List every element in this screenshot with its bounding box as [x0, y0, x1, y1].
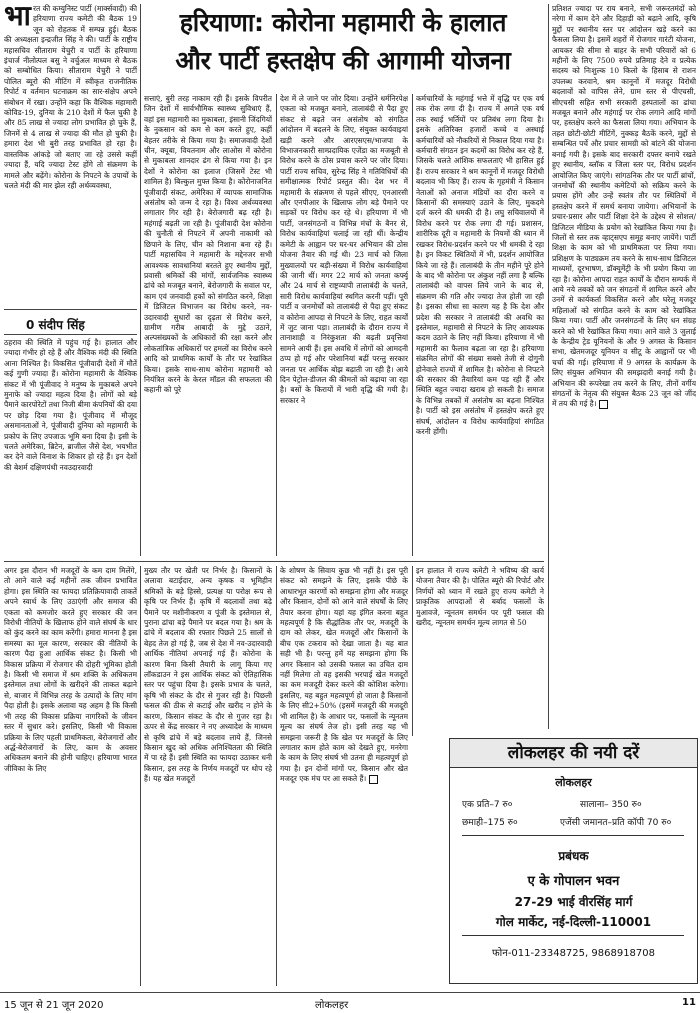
column-divider: [412, 94, 413, 556]
column-4-mid: कर्मचारियों के महंगाई भत्ते में वृद्धि पर एक वर्ष तक रोक लगा दी है। राज्य में अगले एक वर्ष तक स्थाई भर्तियों पर प्रतिबंध लगा दिया है। इसके अतिरिक्त हजारों कच्चे व अस्थाई कर्मचारियों को नौकरियों से निकाल दिया गया है। कर्मचारी संगठन इन कदमों का विरोध कर रहे हैं, जिसके चलते आंशिक सफलताएं भी हासिल हुई हैं। राज्य सरकार ने श्रम कानूनों में मजदूर विरोधी बदलाव भी किए हैं। राज्य के गृहमंत्री ने किसान नेताओं को अनाज मंडियों का दौरा करने व किसानों की समस्याएं उठाने के लिए, मुकदमे दर्ज करने की धमकी दी है। लघु सचिवालयों में विरोध करने पर रोक लगा दी गई। प्रशासन, शारीरिक दूरी व महामारी के नियमों की ध्यान में रखकर विरोध-प्रदर्शन करने पर भी धमकी दे रहा है। इन विकट स्थितियों में भी, प्रदर्शन आयोजित किये जा रहे हैं। तालाबंदी के तीन महीने पूरे होने के बाद भी कोरोना पर अंकुश नहीं लगा है बल्कि तालाबंदी को वापस लिये जाने के बाद से, संक्रमण की गति और ज्यादा तेज होती जा रही है। इसका सीधा सा कारण यह है कि देश और प्रदेश की सरकार ने तालाबंदी की अवधि का इस्तेमाल, महामारी से निपटने के लिए आवश्यक कदम उठाने के लिए नहीं किया। हरियाणा में भी महामारी का फैलाव बढ़ता जा रहा है। हरियाणा संक्रमित लोगों की संख्या सबसे तेजी से दोगुनी होनेवाले राज्यों में शामिल है। कोरोना से निपटने की सरकार की तैयारियां कम पड़ रही हैं और स्थिति बहुत ज्यादा खराब हो सकती है। समाज के विभिन्न तबकों में असंतोष का बढ़ना निश्चित है। पार्टी को इस असंतोष में हस्तक्षेप करते हुए संघर्ष, आंदोलन व विरोध कार्यवाहियां संगठित करनी होंगी।: [416, 94, 544, 436]
rate-agency-deposit: एजेंसी जमानत–प्रति कॉपी 70 रु०: [560, 818, 672, 828]
column-2-bottom: मुख्य तौर पर खेती पर निर्भर है। किसानों के अलावा बटाईदार, अन्य कृषक व भूमिहीन श्रमिकों के बड़े हिस्से, प्रत्यक्ष या परोक्ष रूप से कृषि पर निर्भर हैं। कृषि में बदलावों तथा बढ़े पैमाने पर मशीनीकरण व पूंजी के इस्तेमाल से, पुराना ढांचा बड़े पैमाने पर बदल गया है। श्रम के ढांचे में बदलाव की रफ्तार पिछले 25 सालों से बेहद तेज हो गई है, जब से देश में नव-उदारवादी आर्थिक नीतियां अपनाई गई हैं। कोरोना के कारण बिना किसी तैयारी के लागू किया गए लॉकडाउन ने इस आर्थिक संकट को ऐतिहासिक स्तर पर पहुंचा दिया है। इसके प्रभाव के चलते, कृषि भी संकट के दौर से गुजर रही है। पिछली फसल की ठीक से कटाई और खरीद न होने के कारण, किसान संकट के दौर से गुजर रहा है। ऊपर से केंद्र सरकार ने नए अध्यादेश के माध्यम से कृषि ढांचे में बड़े बदलाव लाये हैं, जिनसे किसान खुद को अधिक अनिश्चितता की स्थिति में पा रहे हैं। इसी स्थिति का फायदा उठाकर धनी किसान, इस तरह के निर्णय मजदूरों पर थोप रहे हैं। यह खेत मजदूरों: [144, 566, 272, 784]
column-4-bottom: इन हालात में राज्य कमेटी ने भविष्य की कार्य योजना तैयार की है। पोलित ब्यूरो की रिपोर्ट और निर्णयों को ध्यान में रखते हुए राज्य कमेटी ने प्राकृतिक आपदाओं से बर्बाद फसलों के मुआवजे, न्यूनतम समर्थन पर पूरी फसल की खरीद, न्यूनतम समर्थन मूल्य लागत से 50: [416, 566, 544, 628]
page-number: 11: [682, 997, 696, 1008]
column-1-bottom: अगर इस दौरान भी मजदूरों के कम दाम मिलेंगे, तो आने वाले कई महीनों तक जीवन प्रभावित होगा। इस स्थिति का फायदा प्रतिक्रियावादी ताकतें अपने स्वार्थ के लिए उठाएंगी और समाज की एकता को कमजोर करते हुए सरकार की जन विरोधी नीतियों के खिलाफ होने वाले संघर्ष के धार को कुंद करने का काम करेंगी। हमारा मानना है इस समस्या का मूल कारण, सरकार की नीतियों के कारण पैदा हुआ आर्थिक संकट है। किसी भी विकास प्रक्रिया में रोजगार की दोहरी भूमिका होती है। किसी भी समाज में श्रम शक्ति के अधिकतम इस्तेमाल तथा लोगों के खरीदने की ताकत बढ़ाने से, बाजार में विभिन्न तरह के उत्पादों के लिए मांग पैदा होती है। इसके अलावा यह अहम है कि किसी भी तरह की विकास प्रक्रिया नागरिकों के जीवन स्तर में सुधार करे। इसलिए, किसी भी विकास प्रक्रिया के लिए पहली प्राथमिकता, बेरोजगारों और अर्द्ध-बेरोजगारों के लिए, काम के अवसर अधिकतम बनाने की होनी चाहिए। हरियाणा भारत जीविका के लिए: [4, 566, 137, 773]
column-1-mid: ठहराव की स्थिति में पहुंच गई है। हालात और ज्यादा गंभीर हो रहे हैं और वैश्विक मंदी की स्थिति आना निश्चित है। विकसित पूंजीवादी देशों में मौतें कई गुणी ज्यादा हैं। कोरोना महामारी के वैश्विक संकट में भी पूंजीवाद ने मनुष्य के मुकाबले अपने मुनाफे को ज्यादा महत्व दिया है। लोगों को बड़े पैमाने कारपोरेटों तथा निजी बीमा कंपनियों की दया पर छोड़ दिया गया है। पूंजीवाद में मौजूद असमानताओं ने, पूंजीवादी दुनिया को महामारी के प्रकोप के लिए उपजाऊ भूमि बना दिया है। इसी के चलते अमेरिका, ब्रिटेन, ब्राजील जैसे देश, भयभीत कर देने वाले विनाश के शिकार हो रहे हैं। इन देशों की बेशर्म दक्षिणपंथी नवउदारवादी: [4, 338, 137, 472]
column-divider: [276, 94, 277, 556]
column-2-mid: सत्ताएं, बुरी तरह नाकाम रही हैं। इसके विपरीत जिन देशों में सार्वभौमिक स्वास्थ्य सुविधाएं हैं, वहां इस महामारी का मुकाबला, इंसानी जिंदगियों के नुकसान को कम से कम करते हुए, कहीं बेहतर तरीके से किया गया है। समाजवादी देशों चीन, क्यूबा, वियतनाम और लाओस में कोरोना से मुकाबला शानदार ढंग से किया गया है। इन देशों ने कोरोना का इलाज (जिसमें टेस्ट भी शामिल है) बिल्कुल मुफ्त किया है। कोरोनाजनित पूंजीवादी संकट, अमेरिका में व्यापक सामाजिक असंतोष को जन्म दे रहा है। विश्व अर्थव्यवस्था लगातार गिर रही है। बेरोजगारी बढ़ रही है। महंगाई बढ़ती जा रही है। पूंजीवादी देश कोरोना की चुनौती से निपटने में अपनी नाकामी को छिपाने के लिए, चीन को निशाना बना रहे हैं। पार्टी महासचिव ने महामारी के मद्देनजर सभी आवश्यक सावधानियां बरतते हुए स्थानीय मुद्दों, प्रवासी श्रमिकों की मांगों, सार्वजनिक स्वास्थ्य ढांचे को मजबूत बनाने, बेरोजगारी के सवाल पर, काम एवं जनवादी हकों को संगठित करने, शिक्षा में डिजिटल विभाजन का विरोध करने, नव-उदारवादी सुधारों का दृढ़ता से विरोध करने, ग्रामीण गरीब आबादी के मुद्दे उठाने, अल्पसंख्यकों के अधिकारों की रक्षा करने और लोकतांत्रिक अधिकारों पर हमलों का विरोध करने आदि को प्राथमिक कार्यों के तौर पर रेखांकित किया। इसके साथ-साथ कोरोना महामारी को नियंत्रित करने के केरल मॉडल की सफलता की कहानी को पूरे: [144, 94, 272, 395]
rate-single-copy: एक प्रति–7 रु०: [462, 800, 513, 810]
rate-box-divider: [462, 935, 684, 936]
address-line-3: गोल मार्केट, नई-दिल्ली-110001: [495, 915, 652, 929]
headline: [142, 4, 544, 90]
column-1-top: [4, 4, 137, 306]
paper-name: लोकलहर: [315, 1000, 349, 1011]
rate-box-title: लोकलहर की नयी दरें: [450, 739, 697, 768]
rate-box-divider: [462, 835, 684, 836]
address-line-1: ए के गोपालन भवन: [527, 874, 620, 889]
column-divider: [140, 566, 141, 986]
column-3-bottom: [280, 566, 408, 986]
rate-annual: सालाना– 350 रु०: [580, 800, 642, 810]
article-text: प्रतिशत ज्यादा पर राय बनाने, सभी जरूरतमंदों को नरेगा में काम देने और दिहाड़ी को बढ़ाने आदि, कृषि मुद्दों पर स्थानीय स्तर पर आंदोलन खड़े करने का फैसला लिया है। इसमें शहरों में रोजगार गारंटी योजना, आयकर की सीमा से बाहर के सभी परिवारों को 6 महीनों के लिए 7500 रुपये प्रतिमाह देने व प्रत्येक सदस्य को निःशुल्क 10 किलो के हिसाब से राशन उपलब्ध करवाने, श्रम कानूनों में मजदूर विरोधी बदलावों को वापिस लेने, ग्राम स्तर से पीएचसी, सीएचसी सहित सभी सरकारी हस्पतालों का ढांचा मजबूत बनाने और महंगाई पर रोक लगाने आदि मांगों पर, हस्तक्षेप करने का फैसला लिया गया। अभियान के तहत छोटी-छोटी मीटिंगें, नुक्कड़ बैठकें करने, मुद्दों से सम्बन्धित पर्चे और प्रचार सामग्री को बांटने की योजना बनाई गयी है। इसके बाद सरकारी दफ्तर बनाये रखते हुए स्थानीय, ब्लॉक व जिला स्तर पर, विरोध प्रदर्शन आयोजित किए जाएंगे। सांगठनिक तौर पर पार्टी ब्रांचों, जनमोर्चों की स्थानीय कमेटियों को सक्रिय करने के प्रयास होंगे और उन्हें स्वतंत्र तौर पर स्थितियों में हस्तक्षेप करने में समर्थ बनाया जायेगा। अभियानों के प्रचार-प्रसार और पार्टी शिक्षा देने के उद्देश्य से सोशल/डिजिटल मीडिया के प्रयोग को रेखांकित किया गया है। जिलों से स्तर तक व्हाट्सएप समूह बनाए जायेंगे। पार्टी शिक्षा के काम को भी प्राथमिकता पर लिया गया। प्रशिक्षण के पाठ्यक्रम तय करने के साथ-साथ डिजिटल माध्यमों, दूरभाषण, डॉक्यूमेंट्री के भी प्रयोग किया जा रहा है। कोरोना आपदा राहत कार्यों के दौरान सम्पर्क में आये नये तबकों को जन संगठनों में शामिल करने और उनमें से कार्यकर्ता विकसित करने और घरेलू मजदूर महिलाओं को संगठित करने के काम को रेखांकित किया गया। पार्टी और जनसंगठनों के लिए धन संग्रह करने को भी रेखांकित किया गया। आने वाले 3 जुलाई के केन्द्रीय ट्रेड यूनियनों के और 9 अगस्त के किसान सभा, खेतमजदूर यूनियन व सीटू के आह्वानों पर भी चर्चा की गई। हरियाणा में 9 अगस्त के कार्यक्रम के लिए संयुक्त अभियान की समझदारी बनाई गयी है। अभियान की रूपरेखा तय करने के लिए, तीनों वर्गीय संगठनों के नेतृत्व की संयुक्त बैठक 23 जून को जींद में तय की गई है।: [552, 4, 696, 409]
drop-cap: भा: [4, 4, 31, 32]
column-divider: [140, 4, 141, 556]
divider: [4, 334, 137, 335]
end-mark: [599, 400, 608, 409]
column-3-mid: देश में ले जाने पर जोर दिया। उन्होंने धर्मनिरपेक्ष एकता को मजबूत बनाने, तालाबंदी से पैदा हुए संकट से बढ़ते जन असंतोष को संगठित आंदोलन में बदलने के लिए, संयुक्त कार्यवाइयां खड़ी करने और आरएसएस/भाजपा के विभाजनकारी साम्प्रदायिक एजेंडा का मजबूती से विरोध करने के ठोस प्रयास करने पर जोर दिया। पार्टी राज्य सचिव, सुरेन्द्र सिंह ने गतिविधियों की समीक्षात्मक रिपोर्ट प्रस्तुत की। देश भर में महामारी के संक्रमण से पहले सीएए, एनआरसी और एनपीआर के खिलाफ लोग बड़े पैमाने पर सड़कों पर विरोध कर रहे थे। हरियाणा में भी पार्टी, जनसंगठनों व विभिन्न मंचों के बैनर से, विरोध कार्यवाहियां चलाई जा रही थीं। केन्द्रीय कमेटी के आह्वान पर घर-घर अभियान की ठोस योजना तैयार की गई थी। 23 मार्च को जिला मुख्यालयों पर बड़ी-संख्या में विरोध कार्यवाहियां की जानी थीं। मगर 22 मार्च को जनता कर्फ्यू और 24 मार्च से राष्ट्रव्यापी तालाबंदी के चलते, सारी विरोध कार्यवाहियां स्थगित करनी पड़ीं। पूरी पार्टी व जनमोर्चों को तालाबंदी से पैदा हुए संकट व कोरोना आपदा से निपटने के लिए, राहत कार्यों में जुट जाना पड़ा। तालाबंदी के दौरान राज्य में तानाशाही व निरंकुशता की बढ़ती प्रवृत्तियां सामने आयी हैं। इस अवधि में लोगों को आमदनी ठप्प हो गई और परेशानियां बढ़ीं परन्तु सरकार जनता पर आर्थिक बोझ बढ़ाती जा रही है। आये दिन पेट्रोल-डीजल की कीमतों को बढ़ाया जा रहा है। बसों के किरायों में भारी वृद्धि की गयी है। सरकार ने: [280, 94, 408, 405]
column-5: [552, 4, 696, 728]
article-text: रत की कम्युनिस्ट पार्टी (मार्क्सवादी) की हरियाणा राज्य कमेटी की बैठक 19 जून को रोहतक में सम्पन्न हुई। बैठक की अध्यक्षता इन्द्रजीत सिंह ने की। पार्टी के राष्ट्रीय महासचिव सीताराम येचुरी व पार्टी के हरियाणा इंचार्ज नीलोत्पल बसु ने वर्चुअल माध्यम से बैठक को सम्बोधित किया। सीताराम येचुरी ने पार्टी पोलित ब्यूरो की मीटिंग में स्वीकृत राजनीतिक रिपोर्ट व वर्तमान घटनाक्रम का सार-संक्षेप अपने संबोधन में रखा। उन्होंने कहा कि वैश्विक महामारी कोविड-19, दुनिया के 210 देशों में फैल चुकी है और 85 लाख से ज्यादा लोग प्रभावित हो चुके हैं, जिनमें से 4 लाख से ज्यादा की मौत हो चुकी है। हमारा देश भी बुरी तरह प्रभावित हो रहा है। वास्तविक आंकड़े जो बताए जा रहे उससे कहीं ज्यादा हैं, यदि ज्यादा टेस्ट होंगे तो संक्रमण के मामले और बढ़ेंगे। कोरोना के निपटने के उपायों के चलते मंदी की मार झेल रही अर्थव्यवस्था,: [4, 4, 137, 190]
article-text: के शोषण के सिवाय कुछ भी नहीं है। इस पूरी संकट को समझने के लिए, इसके पीछे के आधारभूत कारणों को समझना होगा और मजदूर और किसान, दोनों को आने वाले संघर्षों के लिए तैयार करना होगा। यहां यह इंगित करना बहुत महत्वपूर्ण है कि सैद्धांतिक तौर पर, मजदूरी के दाम को लेकर, खेत मजदूरों और किसानों के बीच एक टकराव को देखा जाता है। यह बात सही भी है। परन्तु हमें यह समझना होगा कि अगर किसान को उसकी फसल का उचित दाम नहीं मिलेगा तो वह इसकी भरपाई खेत मजदूरों का कम मजदूरी देकर करने की कोशिश करेगा। इसलिए, यह बहुत महत्वपूर्ण हो जाता है किसानों के लिए सी2+50% (इसमें मजदूरी की मजदूरी भी शामिल है) के आधार पर, फसलों के न्यूनतम मूल्य का संघर्ष तेज हो। इसी तरह यह भी समझना जरूरी है कि खेत पर मजदूरों के लिए लगातार काम होते काम को देखते हुए, मनरेगा के काम के लिए संघर्ष भी उतना ही महत्वपूर्ण हो गया है। इन दोनों मांगों पर, किसान और खेत मजदूर एक मंच पर आ सकते हैं।: [280, 566, 408, 784]
headline-line-1: हरियाणा: कोरोना महामारी के हालात: [179, 8, 507, 37]
rate-box-subtitle: लोकलहर: [555, 776, 592, 789]
rate-half-yearly: छमाही–175 रु०: [462, 818, 518, 828]
rate-box: [449, 738, 698, 984]
end-mark: [369, 775, 378, 784]
column-divider: [548, 4, 549, 729]
section-divider: [4, 561, 544, 562]
column-divider: [412, 566, 413, 736]
phone-numbers: फोन-011-23348725, 9868918708: [491, 948, 656, 959]
byline: 0 संदीप सिंह: [26, 318, 85, 332]
divider: [4, 309, 137, 310]
page-footer: [0, 992, 700, 1013]
address-line-2: 27-29 भाई वीरसिंह मार्ग: [514, 895, 633, 909]
column-divider: [276, 566, 277, 986]
headline-line-2: और पार्टी हस्तक्षेप की आगामी योजना: [175, 46, 511, 75]
manager-label: प्रबंधक: [558, 849, 589, 863]
issue-date: 15 जून से 21 जून 2020: [4, 1000, 104, 1011]
